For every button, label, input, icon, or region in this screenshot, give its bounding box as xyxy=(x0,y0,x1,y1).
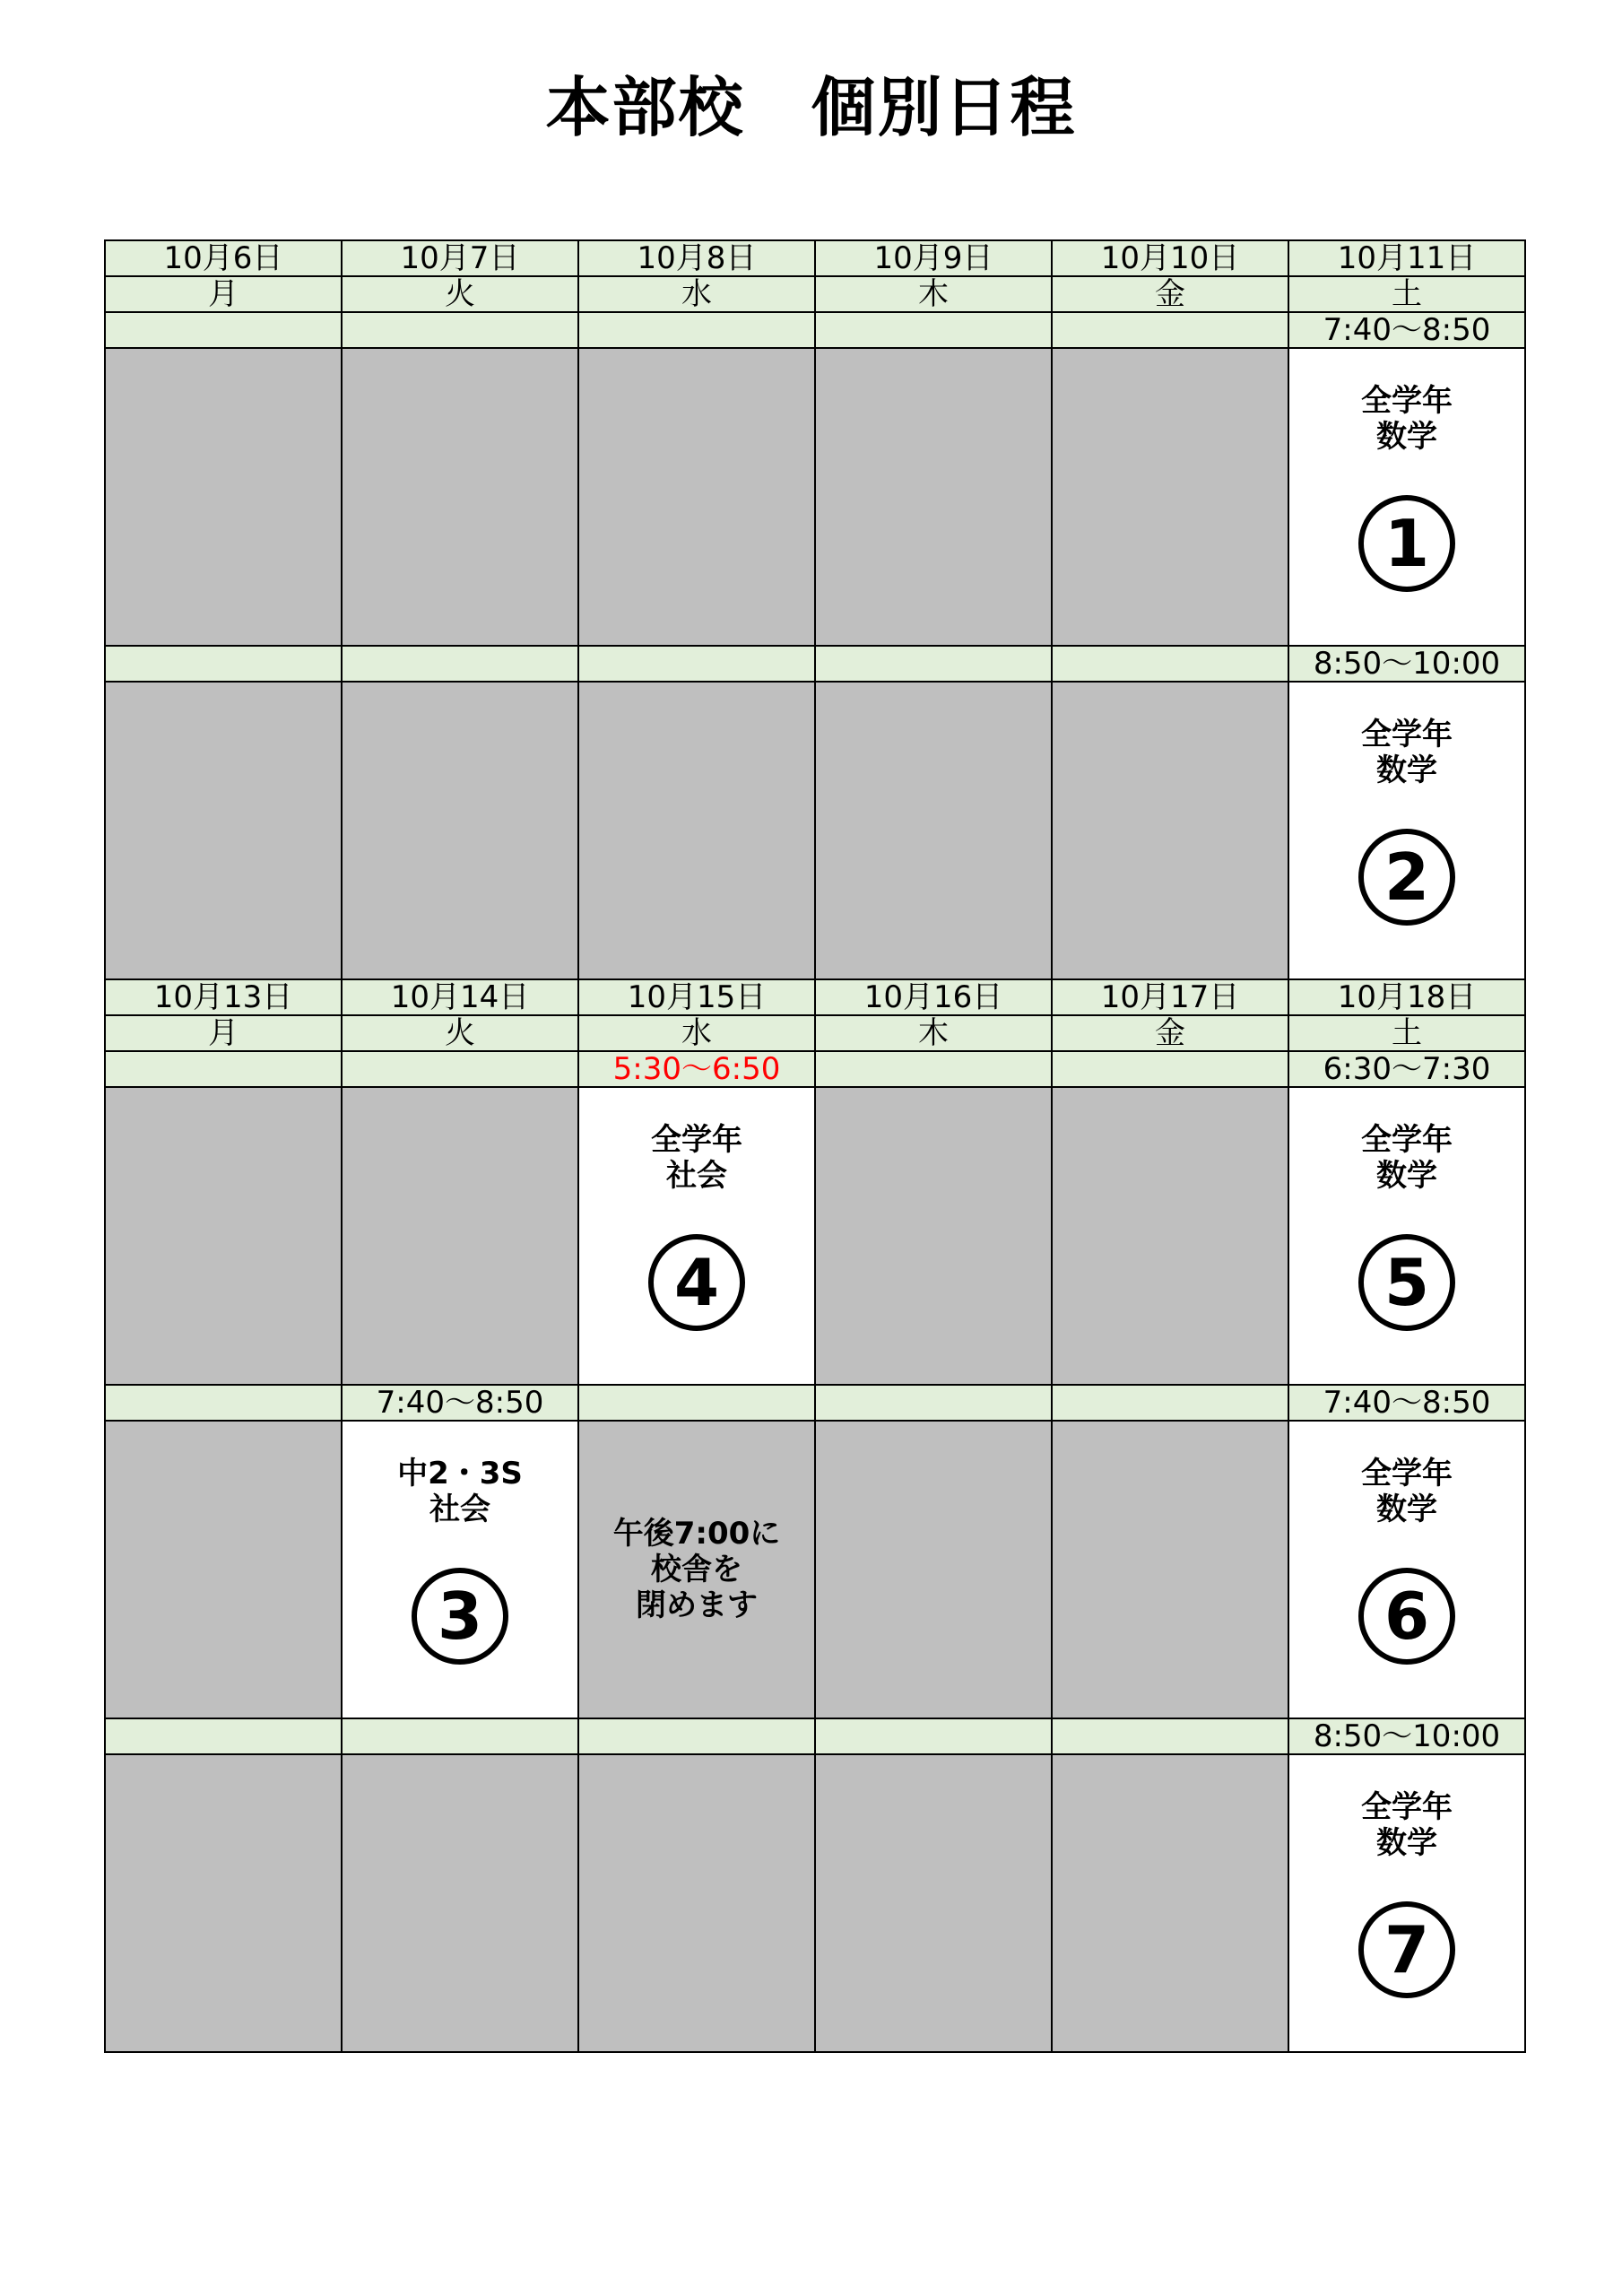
time-cell-mon xyxy=(105,1385,342,1421)
date-cell-mon: 10月6日 xyxy=(105,240,342,276)
closed-cell xyxy=(105,1087,342,1385)
slot-row xyxy=(105,1421,1525,1718)
lesson-cell xyxy=(1288,1087,1525,1385)
closed-cell xyxy=(578,682,815,979)
time-cell-sat: 6:30～7:30 xyxy=(1288,1051,1525,1087)
time-row xyxy=(105,646,1525,682)
time-cell-tue: 7:40～8:50 xyxy=(342,1385,578,1421)
closed-cell xyxy=(815,682,1052,979)
weekday-cell-wed: 水 xyxy=(578,276,815,312)
date-row xyxy=(105,979,1525,1015)
lesson-cell xyxy=(1288,348,1525,646)
lesson-subject: 全学年 数学 xyxy=(1361,1122,1453,1194)
date-cell-sat: 10月18日 xyxy=(1288,979,1525,1015)
closed-cell xyxy=(342,1087,578,1385)
slot-row xyxy=(105,682,1525,979)
closed-cell xyxy=(105,1754,342,2052)
time-cell-tue xyxy=(342,1051,578,1087)
date-cell-fri: 10月10日 xyxy=(1052,240,1288,276)
date-cell-tue: 10月7日 xyxy=(342,240,578,276)
lesson-cell xyxy=(578,1087,815,1385)
weekday-row xyxy=(105,1015,1525,1051)
lesson-subject: 全学年 数学 xyxy=(1361,1789,1453,1861)
time-row xyxy=(105,1718,1525,1754)
schedule-table xyxy=(104,239,1526,2053)
date-cell-wed: 10月8日 xyxy=(578,240,815,276)
lesson-number-circle: 5 xyxy=(1358,1234,1455,1331)
closed-cell xyxy=(1052,348,1288,646)
lesson-number-circle: 3 xyxy=(412,1568,508,1665)
weekday-cell-thu: 木 xyxy=(815,1015,1052,1051)
time-cell-sat: 8:50～10:00 xyxy=(1288,1718,1525,1754)
time-cell-fri xyxy=(1052,1718,1288,1754)
lesson-number-circle: 4 xyxy=(648,1234,745,1331)
closed-cell xyxy=(1052,1421,1288,1718)
date-cell-tue: 10月14日 xyxy=(342,979,578,1015)
weekday-cell-sat: 土 xyxy=(1288,1015,1525,1051)
time-cell-fri xyxy=(1052,1051,1288,1087)
closed-cell xyxy=(578,348,815,646)
date-row xyxy=(105,240,1525,276)
closed-cell xyxy=(815,1754,1052,2052)
time-cell-thu xyxy=(815,1718,1052,1754)
lesson-subject: 全学年 数学 xyxy=(1361,717,1453,788)
weekday-cell-thu: 木 xyxy=(815,276,1052,312)
date-cell-sat: 10月11日 xyxy=(1288,240,1525,276)
time-cell-tue xyxy=(342,312,578,348)
time-row xyxy=(105,312,1525,348)
slot-row xyxy=(105,1087,1525,1385)
time-row xyxy=(105,1385,1525,1421)
weekday-cell-fri: 金 xyxy=(1052,1015,1288,1051)
closed-cell xyxy=(815,1421,1052,1718)
lesson-subject: 全学年 数学 xyxy=(1361,1456,1453,1527)
closed-cell xyxy=(342,1754,578,2052)
time-cell-thu xyxy=(815,1051,1052,1087)
time-cell-thu xyxy=(815,646,1052,682)
time-cell-tue xyxy=(342,646,578,682)
closed-cell xyxy=(105,682,342,979)
time-cell-sat: 7:40～8:50 xyxy=(1288,1385,1525,1421)
time-cell-fri xyxy=(1052,312,1288,348)
time-cell-wed xyxy=(578,312,815,348)
date-cell-thu: 10月16日 xyxy=(815,979,1052,1015)
time-cell-wed: 5:30～6:50 xyxy=(578,1051,815,1087)
page-title: 本部校 個別日程 xyxy=(545,70,1077,145)
closed-cell xyxy=(342,682,578,979)
date-cell-fri: 10月17日 xyxy=(1052,979,1288,1015)
time-cell-thu xyxy=(815,1385,1052,1421)
slot-row xyxy=(105,348,1525,646)
time-cell-sat: 8:50～10:00 xyxy=(1288,646,1525,682)
lesson-cell xyxy=(1288,682,1525,979)
lesson-number-circle: 7 xyxy=(1358,1901,1455,1998)
time-cell-sat: 7:40～8:50 xyxy=(1288,312,1525,348)
weekday-cell-tue: 火 xyxy=(342,276,578,312)
time-cell-tue xyxy=(342,1718,578,1754)
time-cell-wed xyxy=(578,1718,815,1754)
weekday-row xyxy=(105,276,1525,312)
time-row xyxy=(105,1051,1525,1087)
time-cell-fri xyxy=(1052,646,1288,682)
lesson-number-circle: 2 xyxy=(1358,829,1455,926)
lesson-cell xyxy=(1288,1421,1525,1718)
time-cell-mon xyxy=(105,1051,342,1087)
lesson-subject: 全学年 数学 xyxy=(1361,383,1453,455)
time-cell-mon xyxy=(105,312,342,348)
date-cell-thu: 10月9日 xyxy=(815,240,1052,276)
closed-cell xyxy=(342,348,578,646)
weekday-cell-fri: 金 xyxy=(1052,276,1288,312)
closing-note: 午後7:00に 校舎を 閉めます xyxy=(612,1516,781,1623)
lesson-number-circle: 1 xyxy=(1358,495,1455,592)
date-cell-wed: 10月15日 xyxy=(578,979,815,1015)
slot-row xyxy=(105,1754,1525,2052)
time-cell-fri xyxy=(1052,1385,1288,1421)
lesson-subject: 中2・3S 社会 xyxy=(397,1456,523,1527)
weekday-cell-mon: 月 xyxy=(105,276,342,312)
lesson-number-circle: 6 xyxy=(1358,1568,1455,1665)
time-cell-wed xyxy=(578,646,815,682)
closed-cell xyxy=(1052,682,1288,979)
time-cell-mon xyxy=(105,1718,342,1754)
note-cell xyxy=(578,1421,815,1718)
closed-cell xyxy=(815,348,1052,646)
closed-cell xyxy=(105,348,342,646)
closed-cell xyxy=(578,1754,815,2052)
closed-cell xyxy=(815,1087,1052,1385)
closed-cell xyxy=(105,1421,342,1718)
lesson-cell xyxy=(1288,1754,1525,2052)
weekday-cell-mon: 月 xyxy=(105,1015,342,1051)
date-cell-mon: 10月13日 xyxy=(105,979,342,1015)
closed-cell xyxy=(1052,1087,1288,1385)
closed-cell xyxy=(1052,1754,1288,2052)
weekday-cell-tue: 火 xyxy=(342,1015,578,1051)
time-cell-thu xyxy=(815,312,1052,348)
lesson-cell xyxy=(342,1421,578,1718)
lesson-subject: 全学年 社会 xyxy=(651,1122,742,1194)
weekday-cell-wed: 水 xyxy=(578,1015,815,1051)
time-cell-mon xyxy=(105,646,342,682)
weekday-cell-sat: 土 xyxy=(1288,276,1525,312)
time-cell-wed xyxy=(578,1385,815,1421)
